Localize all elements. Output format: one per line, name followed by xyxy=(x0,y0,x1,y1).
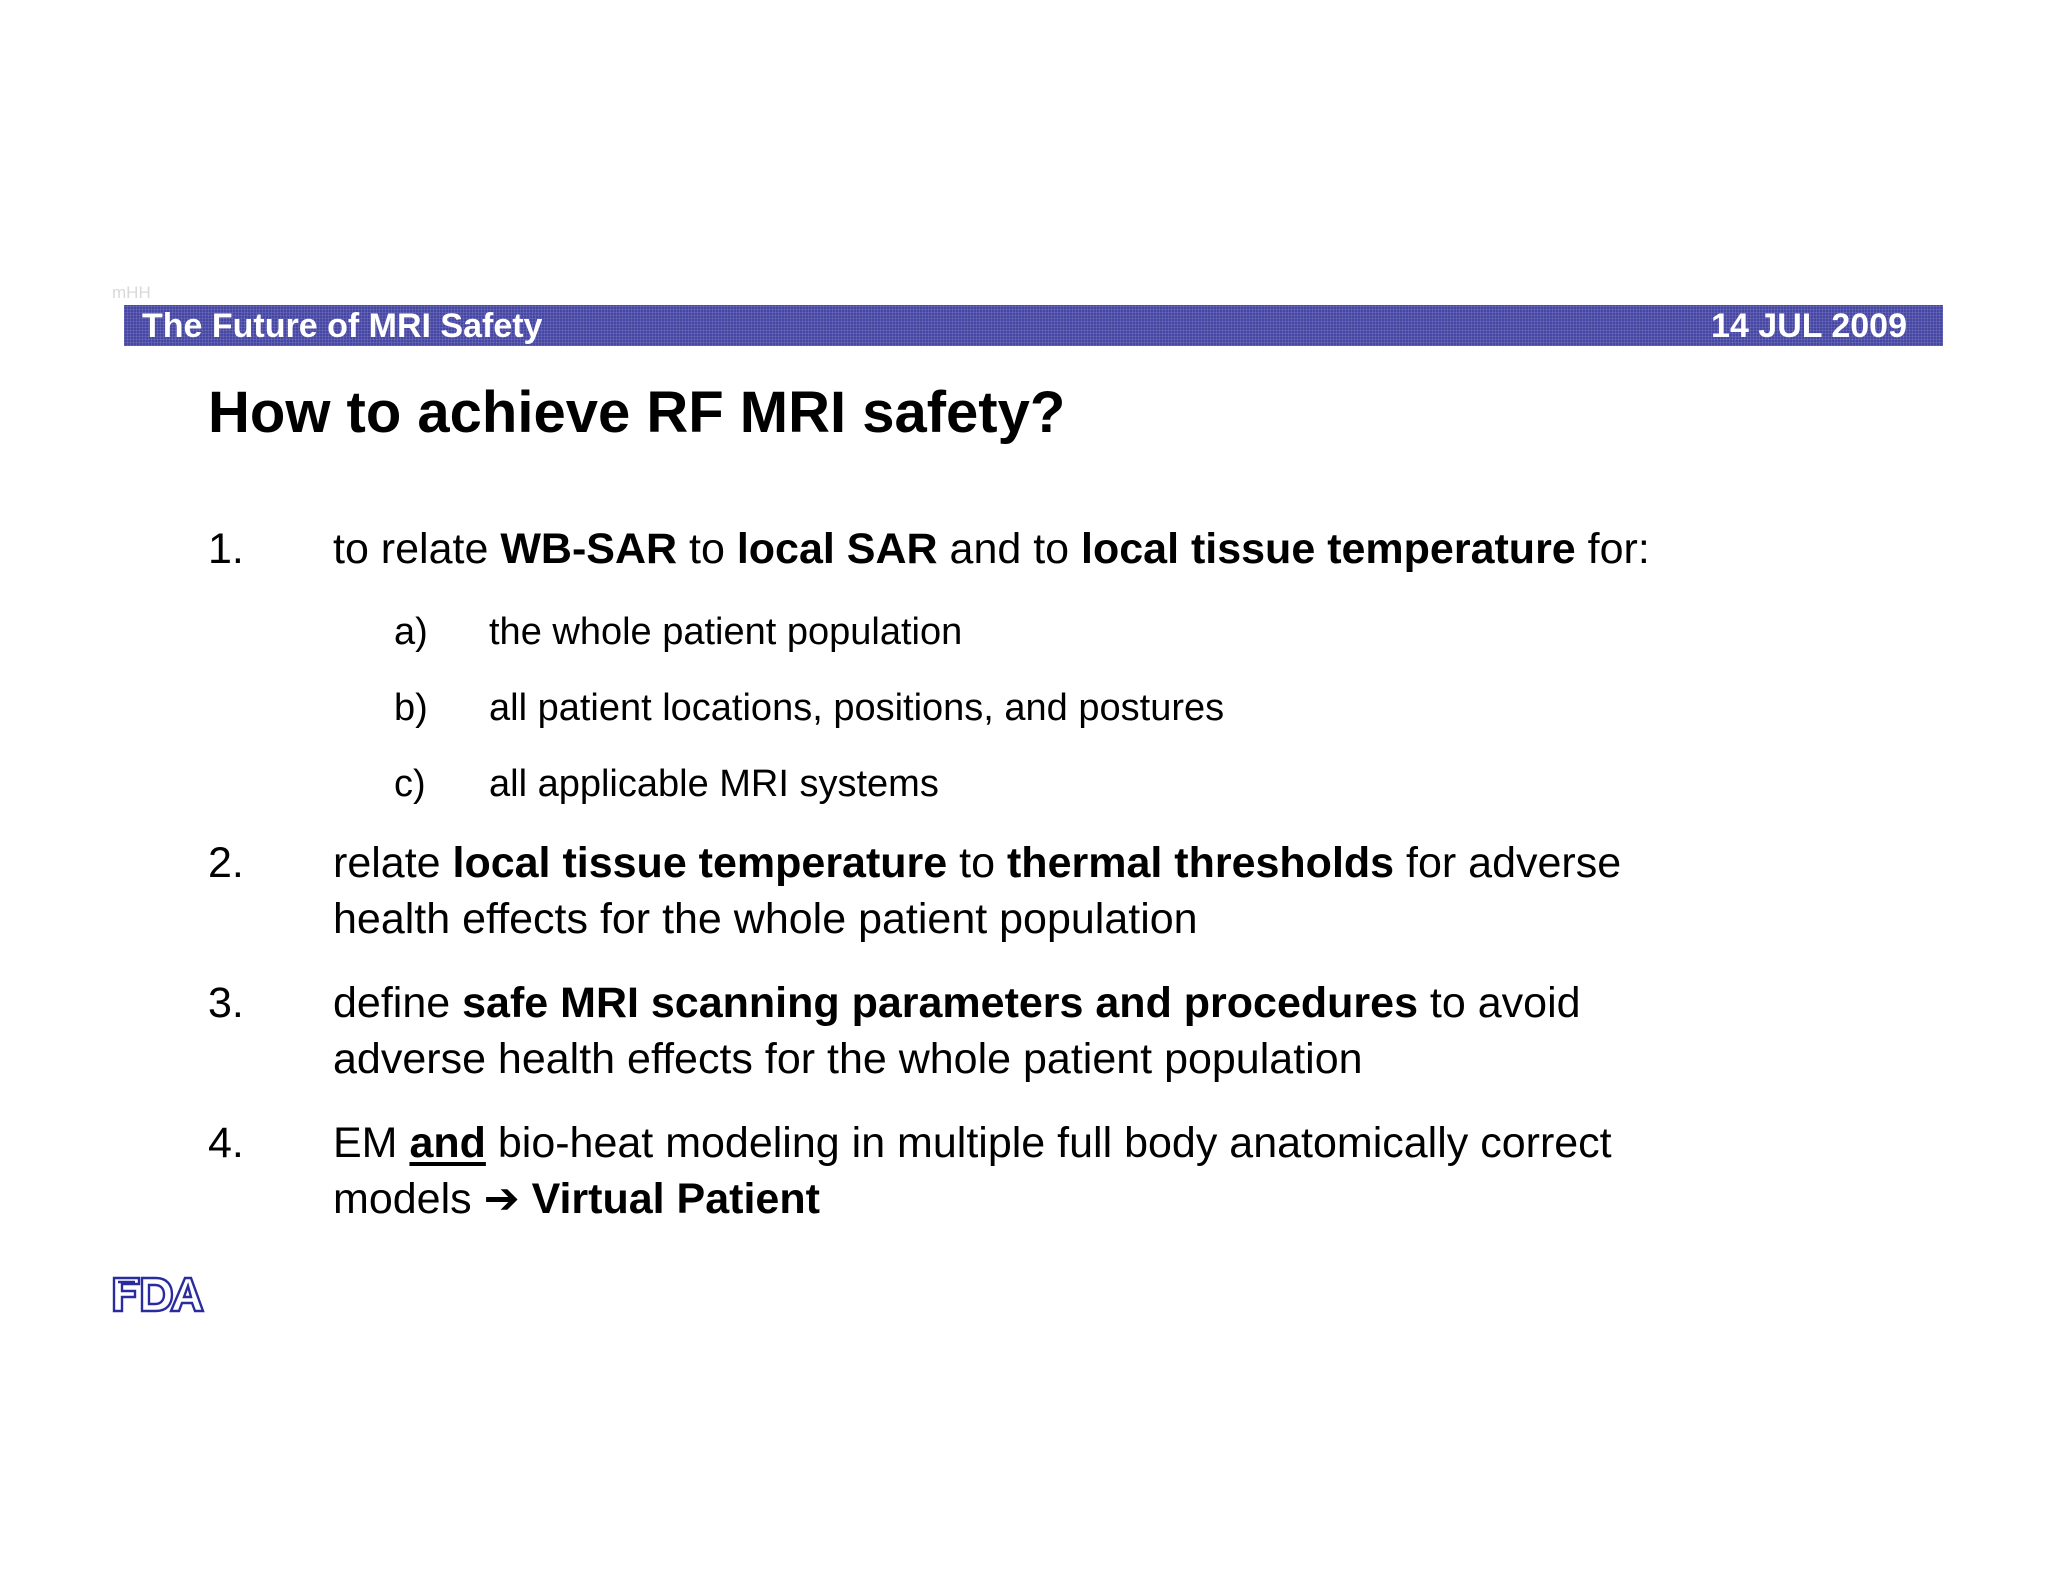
fda-logo-text: FDA xyxy=(158,1297,162,1299)
list-item-number: 3. xyxy=(208,979,244,1027)
list-item-number: 1. xyxy=(208,525,244,573)
list-item-number: 2. xyxy=(208,839,244,887)
list-item-text-line2: health effects for the whole patient population xyxy=(333,895,1198,943)
sub-list-text: the whole patient population xyxy=(489,611,963,653)
watermark-text: mHH xyxy=(112,283,151,302)
list-item-text-line1: EM and bio-heat modeling in multiple full body anatomically correct xyxy=(333,1119,1612,1167)
header-title: The Future of MRI Safety xyxy=(142,307,543,345)
sub-list-letter: b) xyxy=(394,687,428,729)
list-item-text-line2: models ➔ Virtual Patient xyxy=(333,1175,820,1223)
list-item-text-line1: define safe MRI scanning parameters and procedures to avoid xyxy=(333,979,1581,1027)
sub-list-letter: c) xyxy=(394,763,426,805)
fda-logo xyxy=(111,1274,205,1314)
header-bar xyxy=(124,305,1943,346)
header-date: 14 JUL 2009 xyxy=(1711,307,1907,345)
list-item-text-line2: adverse health effects for the whole patient population xyxy=(333,1035,1363,1083)
sub-list-letter: a) xyxy=(394,611,428,653)
list-item-number: 4. xyxy=(208,1119,244,1167)
list-item-text-line1: relate local tissue temperature to thermal thresholds for adverse xyxy=(333,839,1622,887)
sub-list-text: all applicable MRI systems xyxy=(489,763,939,805)
sub-list-text: all patient locations, positions, and postures xyxy=(489,687,1225,729)
list-item-text: to relate WB-SAR to local SAR and to local tissue temperature for: xyxy=(333,525,1650,573)
arrow-icon: ➔ xyxy=(483,1175,520,1223)
slide-title: How to achieve RF MRI safety? xyxy=(208,380,1066,445)
